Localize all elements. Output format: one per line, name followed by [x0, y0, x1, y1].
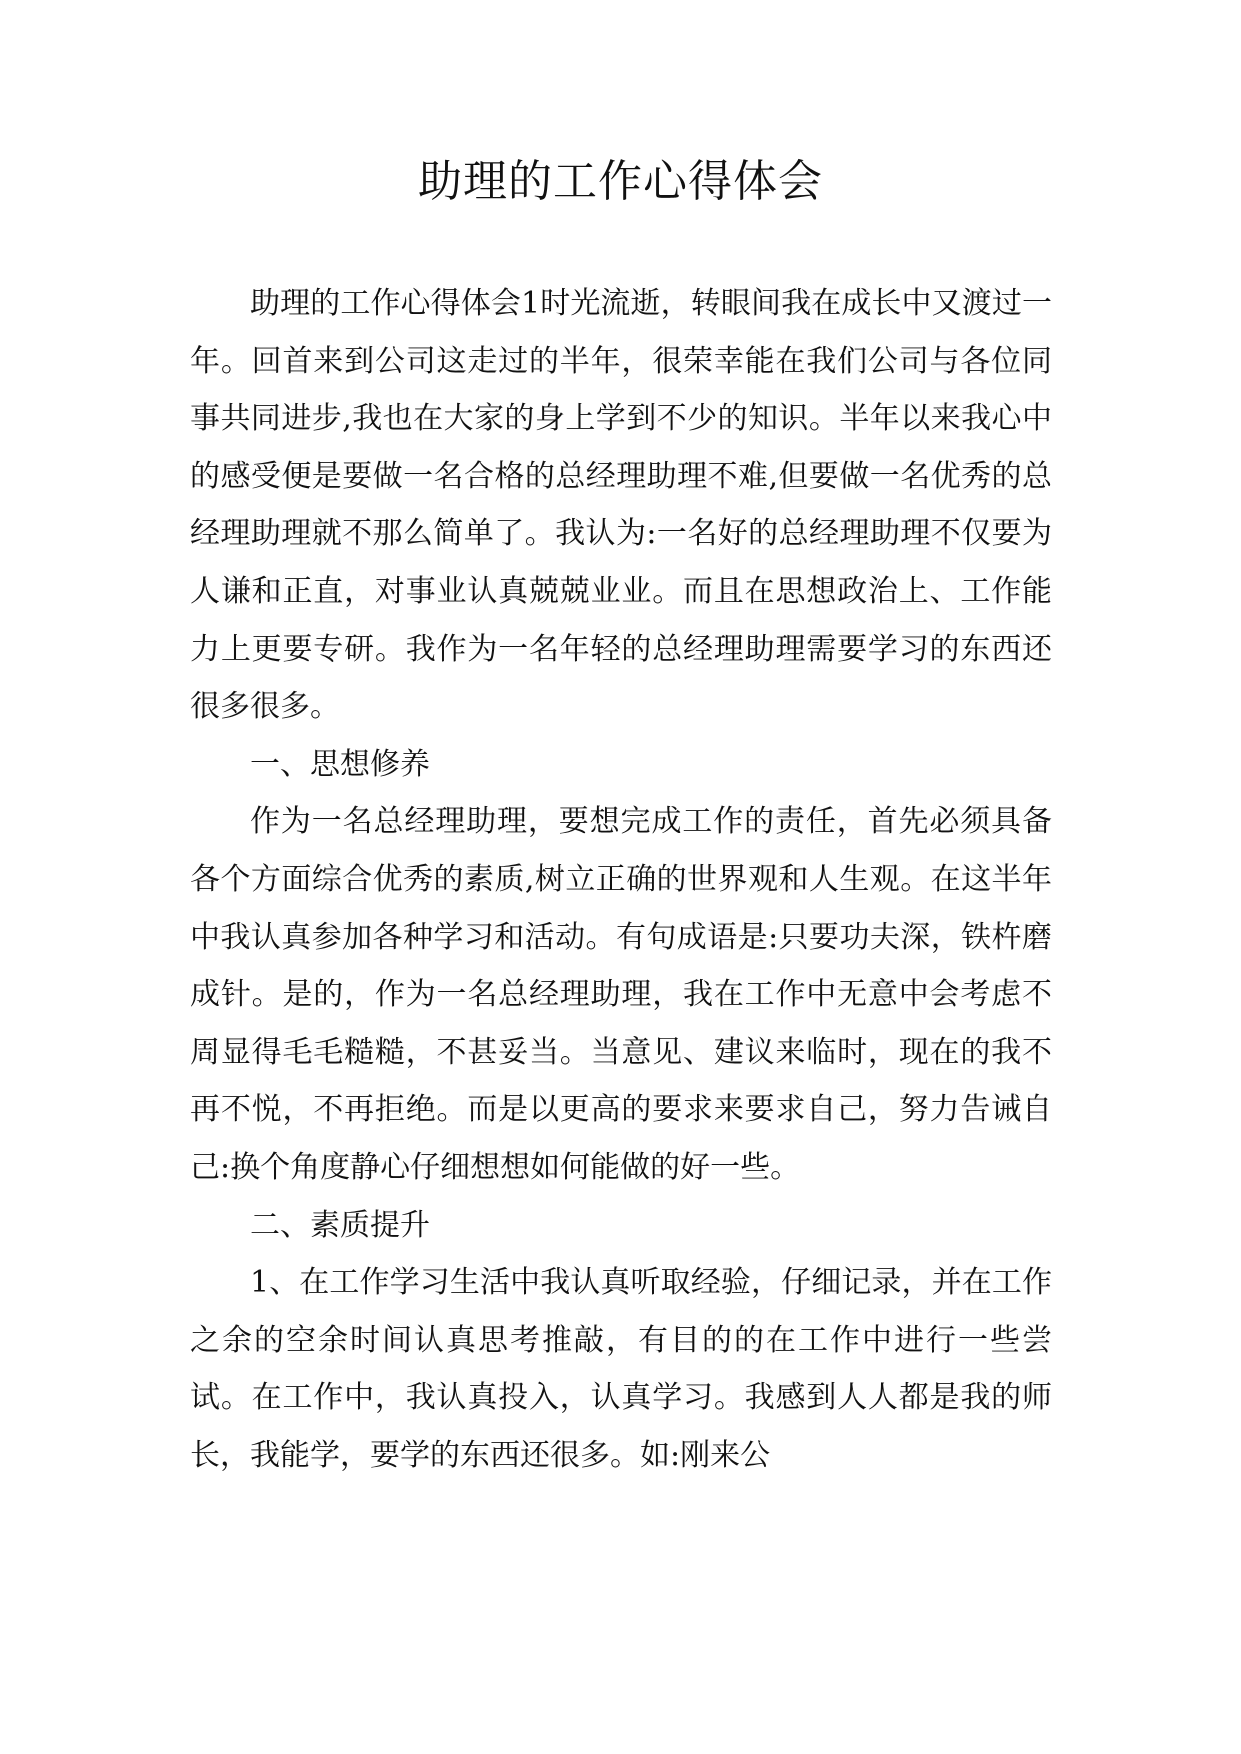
section-heading-1: 一、思想修养: [250, 746, 430, 782]
document-body: [190, 275, 1052, 1484]
paragraph-thought: 作为一名总经理助理，要想完成工作的责任，首先必须具备各个方面综合优秀的素质,树立正确的世界观和人生观。在这半年中我认真参加各种学习和活动。有句成语是:只要功夫深，铁杵磨成针。是的，作为一名总经理助理，我在工作中无意中会考虑不周显得毛毛糙糙，不甚妥当。当意见、建议来临时，现在的我不再不悦，不再拒绝。而是以更高的要求来要求自己，努力告诫自己:换个角度静心仔细想想如何能做的好一些。: [190, 804, 1052, 1185]
section-heading-2: 二、素质提升: [250, 1207, 430, 1243]
paragraph-quality: 1、在工作学习生活中我认真听取经验，仔细记录，并在工作之余的空余时间认真思考推敲，有目的的在工作中进行一些尝试。在工作中，我认真投入，认真学习。我感到人人都是我的师长，我能学，要学的东西还很多。如:刚来公: [190, 1265, 1052, 1473]
document-title: 助理的工作心得体会: [418, 156, 823, 207]
paragraph-intro: 助理的工作心得体会1时光流逝，转眼间我在成长中又渡过一年。回首来到公司这走过的半年，很荣幸能在我们公司与各位同事共同进步,我也在大家的身上学到不少的知识。半年以来我心中的感受便是要做一名合格的总经理助理不难,但要做一名优秀的总经理助理就不那么简单了。我认为:一名好的总经理助理不仅要为人谦和正直，对事业认真兢兢业业。而且在思想政治上、工作能力上更要专研。我作为一名年轻的总经理助理需要学习的东西还很多很多。: [190, 286, 1052, 725]
